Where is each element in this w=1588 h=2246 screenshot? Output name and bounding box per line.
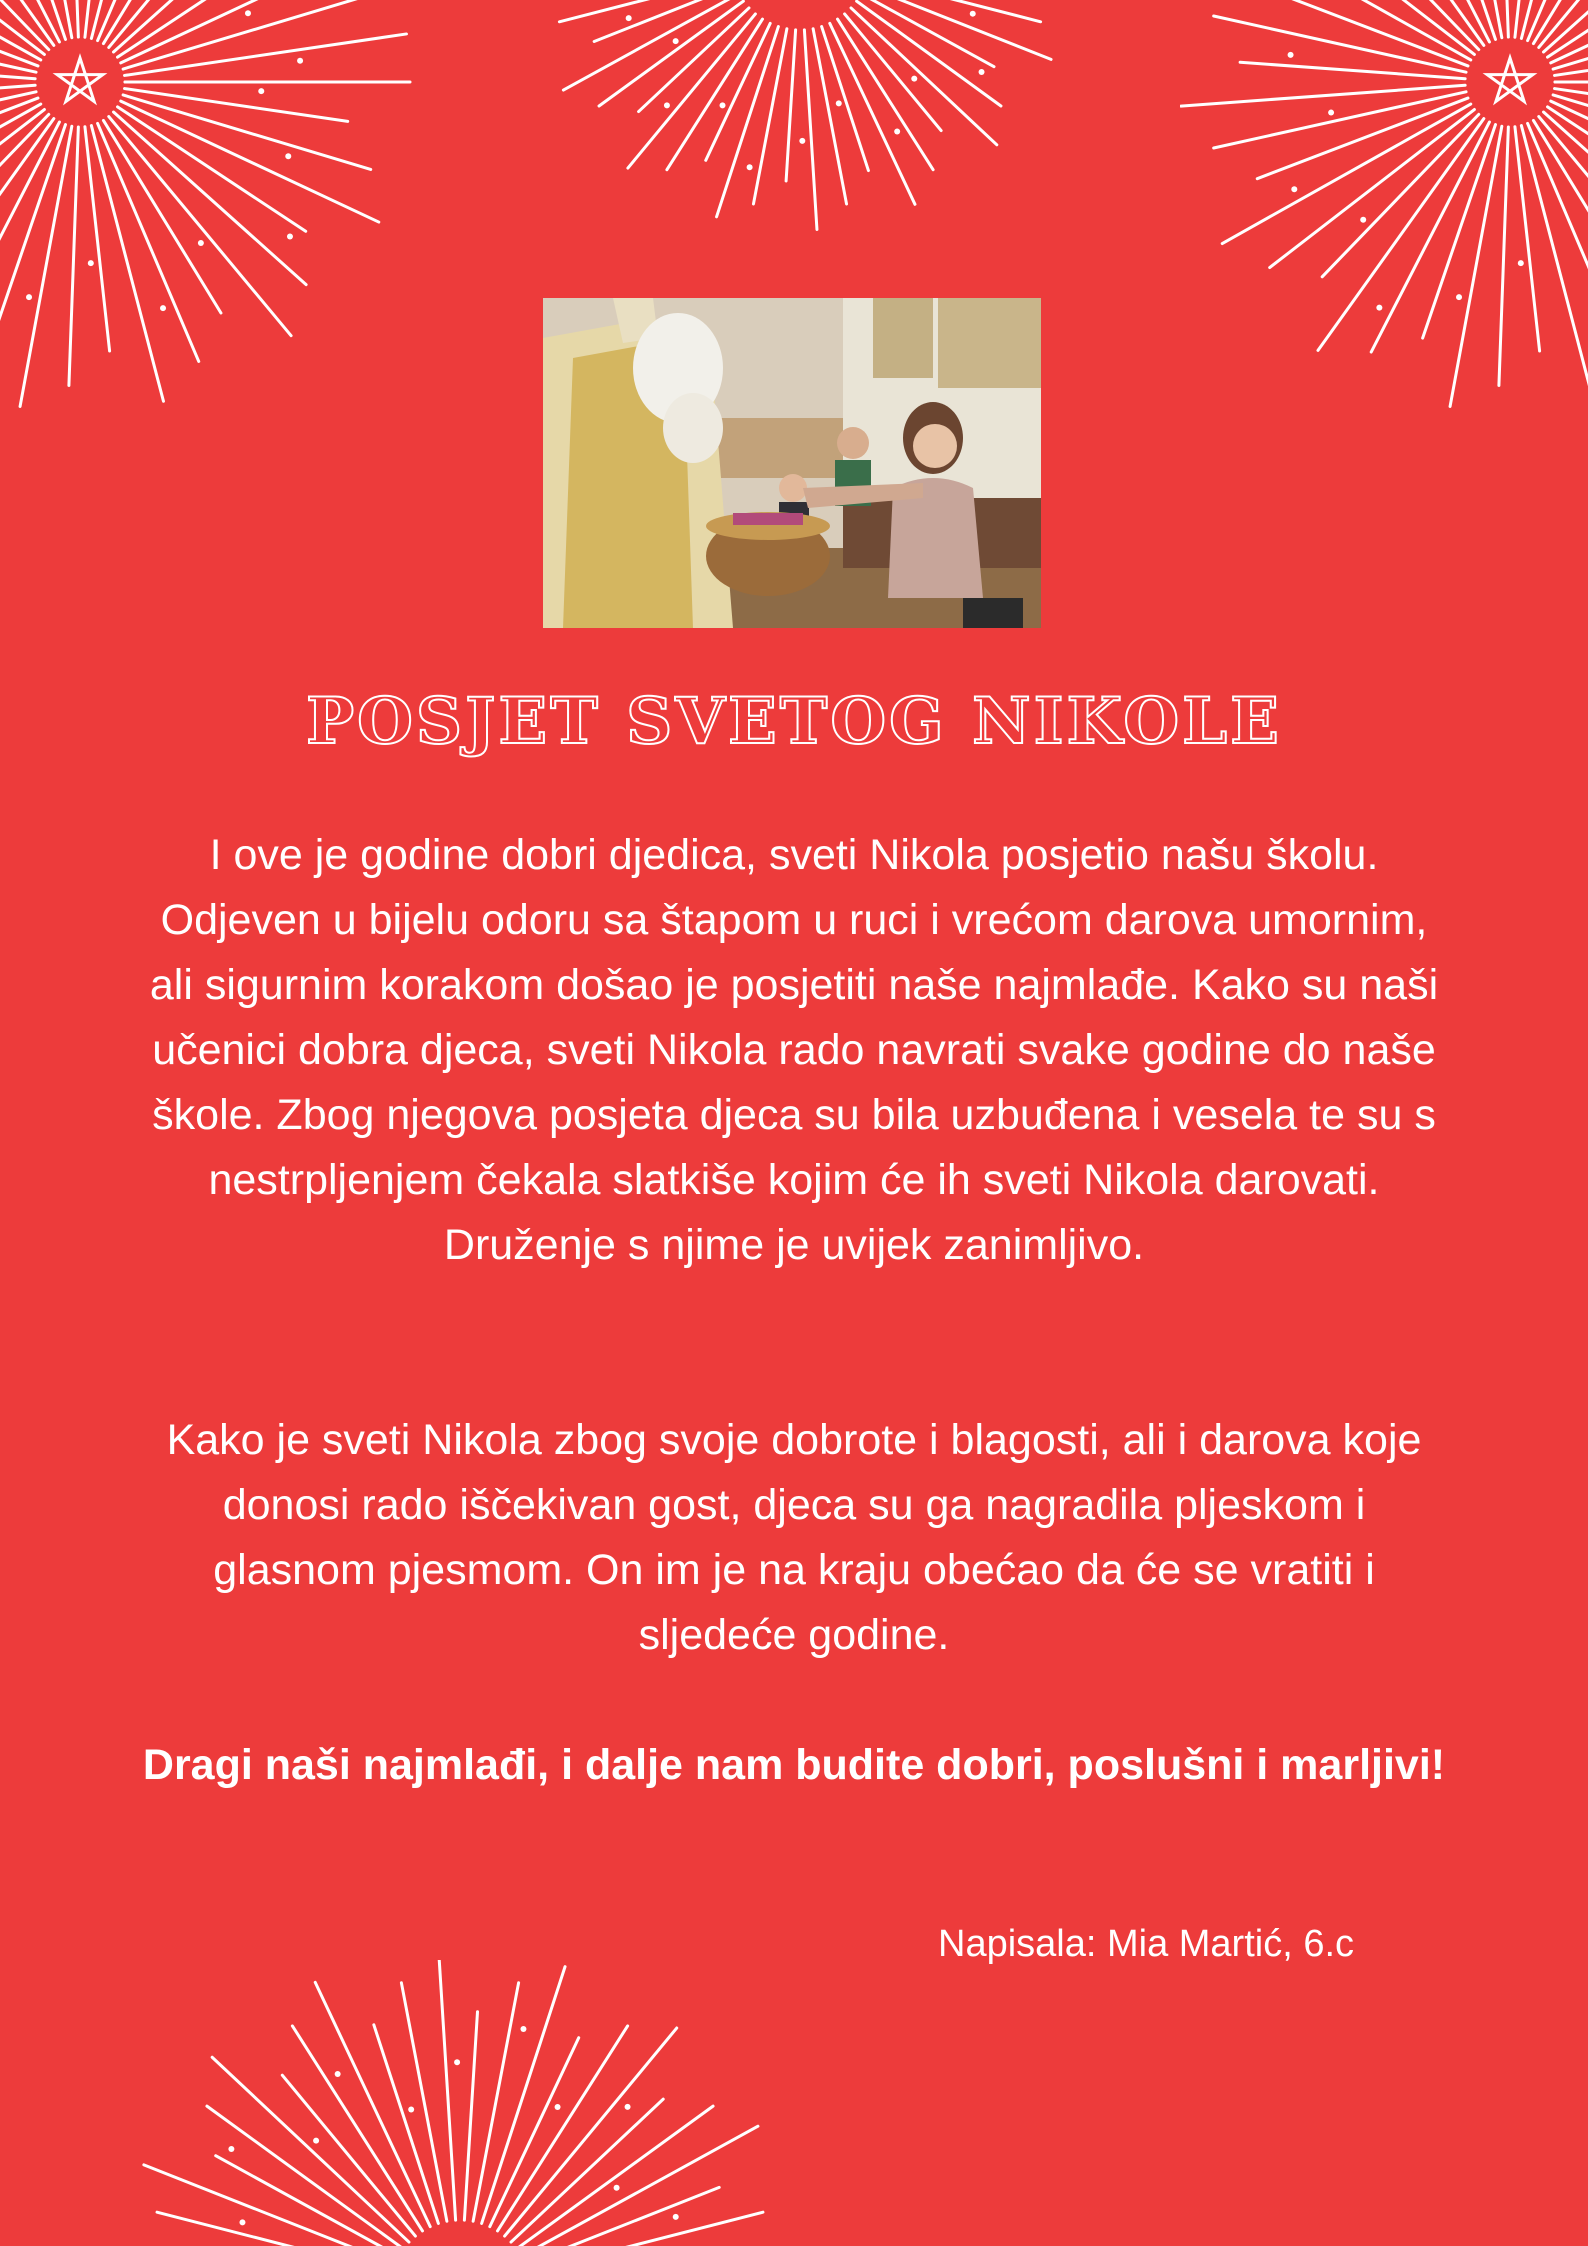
classroom-photo-icon	[543, 298, 1041, 628]
paragraph-2: Kako je sveti Nikola zbog svoje dobrote i blagosti, ali i darova koje donosi rado iščekivan gost, djeca su ga nagradila pljeskom i glasnom pjesmom. On im je na kraju obećao da će se vratiti i sljedeće godine.	[166, 1416, 1422, 1659]
st-nicholas-photo	[543, 298, 1041, 628]
burst-top-left-icon	[0, 0, 420, 420]
page-title: POSJET SVETOG NIKOLE	[306, 684, 1282, 759]
burst-bottom-left-icon	[130, 1960, 790, 2246]
author-signature: Napisala: Mia Martić, 6.c	[938, 1923, 1355, 1965]
burst-top-right-icon	[1180, 0, 1588, 420]
closing-paragraph: Dragi naši najmlađi, i dalje nam budite dobri, poslušni i marljivi!	[142, 1741, 1446, 1789]
paragraph-1: I ove je godine dobri djedica, sveti Nikola posjetio našu školu. Odjeven u bijelu odoru sa štapom u ruci i vrećom darova umornim, ali sigurnim korakom došao je posjetiti naše najmlađe. Kako su naši učenici dobra djeca, sveti Nikola rado navrati svake godine do naše škole. Zbog njegova posjeta djeca su bila uzbuđena i vesela te su s nestrpljenjem čekala slatkiše kojim će ih sveti Nikola darovati. Druženje s njime je uvijek zanimljivo.	[149, 831, 1439, 1269]
burst-top-center-icon	[520, 0, 1080, 250]
